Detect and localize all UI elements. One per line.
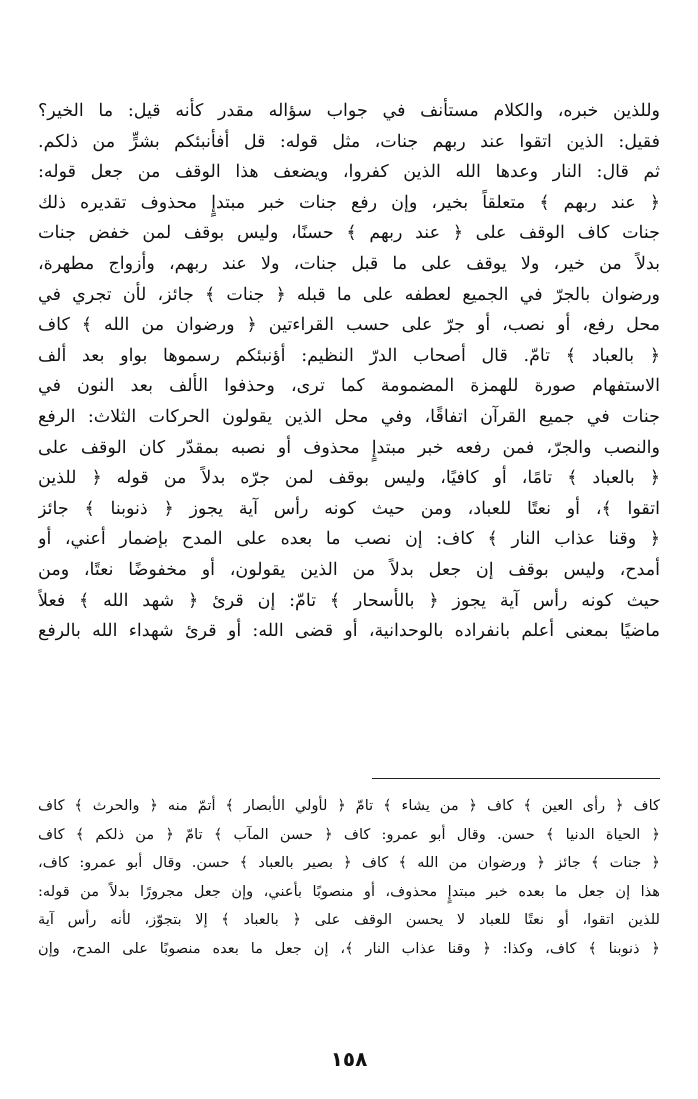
body-line: محل رفع، أو نصب، أو جرّ على حسب القراءتين ﴿ ورضوان من الله ﴾ كاف [38, 315, 660, 336]
body-line: جنات كاف الوقف على ﴿ عند ربهم ﴾ حسنًا، وليس بوقف لمن خفض جنات [38, 223, 660, 244]
page-number: ١٥٨ [330, 1047, 368, 1071]
body-line: ﴿ وقنا عذاب النار ﴾ كاف: إن نصب ما بعده على المدح بإضمار أعني، أو [38, 529, 660, 550]
body-line: ماضيًا بمعنى أعلم بانفراده بالوحدانية، أو قضى الله: أو قرئ شهداء الله بالرفع [38, 621, 660, 642]
footnote-line: هذا إن جعل ما بعده خبر مبتدإٍ محذوف، أو منصوبًا بأعني، وإن جعل مجرورًا بدلاً من قوله: [38, 882, 660, 900]
footnote-line: ﴿ ذنوبنا ﴾ كاف، وكذا: ﴿ وقنا عذاب النار ﴾، إن جعل ما بعده منصوبًا على المدح، وإن [38, 939, 660, 957]
main-body-text [38, 96, 660, 647]
body-line: ﴿ بالعباد ﴾ تامّ. قال أصحاب الدرّ النظيم: أؤنبئكم رسموها بواو بعد ألف [38, 345, 660, 366]
footnote-line: ﴿ الحياة الدنيا ﴾ حسن. وقال أبو عمرو: كاف ﴿ حسن المآب ﴾ تامّ ﴿ من ذلكم ﴾ كاف [38, 825, 660, 843]
footnote-line: ﴿ جنات ﴾ جائز ﴿ ورضوان من الله ﴾ كاف ﴿ بصير بالعباد ﴾ حسن. وقال أبو عمرو: كاف، [38, 854, 660, 872]
body-line: ورضوان بالجرّ في الجميع لعطفه على ما قبله ﴿ جنات ﴾ جائز، لأن تجري في [38, 284, 660, 305]
body-line: فقيل: الذين اتقوا عند ربهم جنات، مثل قوله: قل أفأنبئكم بشرٍّ من ذلكم. [38, 131, 660, 152]
body-line: الاستفهام صورة للهمزة المضمومة كما ترى، وحذفوا الألف بعد النون في [38, 376, 660, 397]
body-line: والنصب والجرّ، فمن رفعه خبر مبتدإٍ محذوف أو نصبه بمقدّر كان الوقف على [38, 437, 660, 458]
body-line: أمدح، وليس بوقف إن جعل بدلاً من الذين يقولون، أو مخفوضًا نعتًا، ومن [38, 559, 660, 580]
footnote-line: كاف ﴿ رأى العين ﴾ كاف ﴿ من يشاء ﴾ تامّ ﴿ لأولي الأبصار ﴾ أتمّ منه ﴿ والحرث ﴾ كاف [38, 797, 660, 814]
main-text-block [38, 96, 660, 647]
footnotes-block [38, 792, 660, 964]
body-line: اتقوا ﴾، أو نعتًا للعباد، ومن حيث كونه رأس آية يجوز ﴿ ذنوبنا ﴾ جائز [38, 498, 660, 519]
footnote-line: للذين اتقوا، أو نعتًا للعباد لا يحسن الوقف على ﴿ بالعباد ﴾ إلا بتجوّز، لأنه رأس آية [38, 911, 660, 929]
footnote-divider [372, 778, 660, 779]
body-line: وللذين خبره، والكلام مستأنف في جواب سؤاله مقدر كأنه قيل: ما الخير؟ [38, 101, 660, 121]
body-line: حيث كونه رأس آية يجوز ﴿ بالأسحار ﴾ تامّ: إن قرئ ﴿ شهد الله ﴾ فعلاً [38, 590, 660, 611]
body-line: ثم قال: النار وعدها الله الذين كفروا، ويضعف هذا الوقف من جعل قوله: [38, 162, 660, 183]
body-line: بدلاً من خير، ولا يوقف على ما قبل جنات، ولا عند ربهم، وأزواج مطهرة، [38, 253, 660, 274]
body-line: ﴿ بالعباد ﴾ تامًا، أو كافيًا، وليس بوقف لمن جرّه بدلاً من قوله ﴿ للذين [38, 468, 660, 489]
body-line: جنات في جميع القرآن اتفاقًا، وفي محل الذين يقولون الحركات الثلاث: الرفع [38, 406, 660, 427]
body-line: ﴿ عند ربهم ﴾ متعلقاً بخير، وإن رفع جنات خبر مبتدإٍ محذوف تقديره ذلك [38, 192, 660, 213]
